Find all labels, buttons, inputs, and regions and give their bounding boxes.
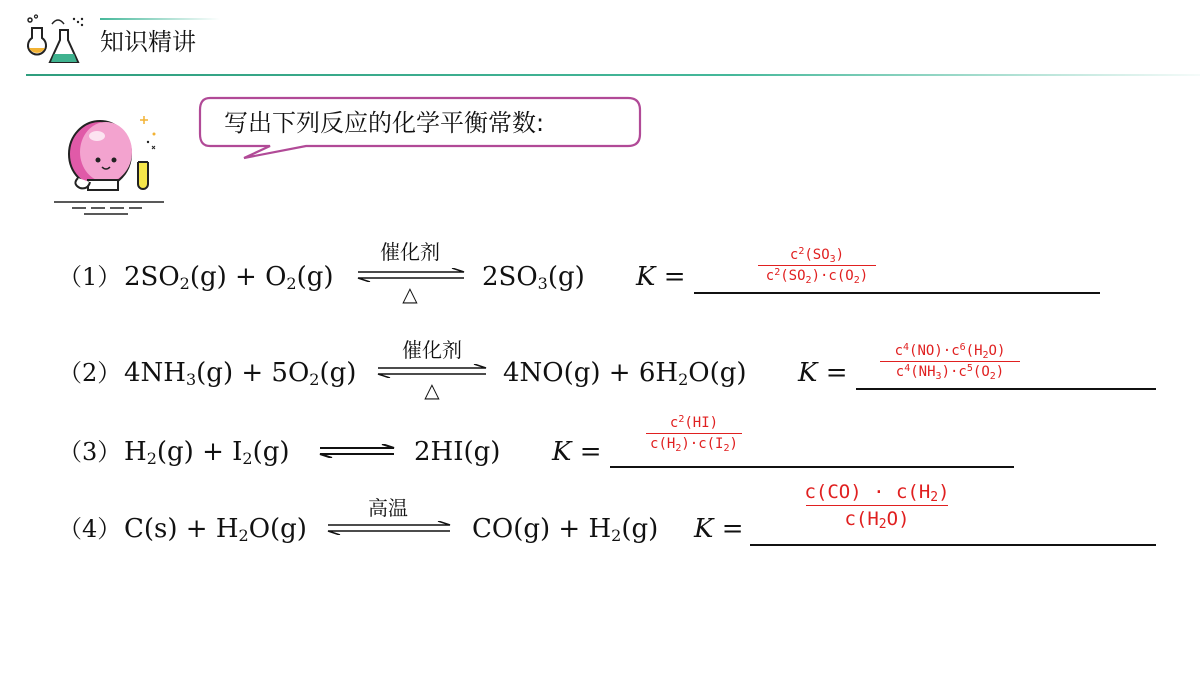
reaction-index: （3） bbox=[58, 438, 122, 466]
answer-fraction bbox=[646, 414, 742, 453]
k-label: K = bbox=[694, 514, 744, 544]
reaction-index: （2） bbox=[58, 359, 122, 387]
answer-denominator: $c^4(NH_3)\cdot c^5(O_2)$ bbox=[895, 363, 1005, 383]
answer-numerator: $c^4(NO)\cdot c^6(H_2O)$ bbox=[894, 342, 1006, 361]
reaction-right: $2SO_3(g)$ bbox=[482, 262, 585, 293]
header-divider bbox=[26, 74, 1200, 76]
reaction-row-1 bbox=[0, 257, 1200, 297]
reaction-left: $H_2(g) + I_2(g)$ bbox=[124, 437, 290, 468]
equilibrium-arrow bbox=[376, 364, 488, 378]
answer-blank-line bbox=[610, 466, 1014, 468]
chemistry-flask-icon bbox=[26, 14, 88, 66]
k-label: K = bbox=[552, 437, 602, 467]
answer-numerator: $c^2(HI)$ bbox=[669, 414, 719, 431]
equilibrium-arrow bbox=[318, 444, 396, 458]
answer-numerator: $c^2(SO_3)$ bbox=[789, 246, 845, 265]
answer-blank-line bbox=[750, 544, 1156, 546]
reaction-left: $2SO_2(g) + O_2(g)$ bbox=[124, 262, 334, 293]
condition-above: 催化剂 bbox=[380, 240, 440, 264]
reaction-row-3 bbox=[0, 432, 1200, 472]
condition-below: △ bbox=[424, 378, 440, 402]
flask-mascot-illustration bbox=[52, 110, 168, 222]
reaction-index: （1） bbox=[58, 263, 122, 291]
condition-above: 催化剂 bbox=[402, 338, 462, 362]
answer-fraction bbox=[880, 342, 1020, 381]
equilibrium-arrow bbox=[356, 268, 466, 282]
reaction-right: 2HI(g) bbox=[414, 437, 501, 467]
answer-denominator: $c^2(SO_2)\cdot c(O_2)$ bbox=[765, 267, 869, 287]
condition-above: 高温 bbox=[368, 496, 408, 520]
reaction-right: $4NO(g) + 6H_2O(g)$ bbox=[503, 358, 747, 389]
reaction-left: $C(s) + H_2O(g)$ bbox=[124, 514, 307, 545]
reaction-left: $4NH_3(g) + 5O_2(g)$ bbox=[124, 358, 357, 389]
answer-blank-line bbox=[694, 292, 1100, 294]
answer-blank-line bbox=[856, 388, 1156, 390]
bubble-prompt: 写出下列反应的化学平衡常数: bbox=[224, 109, 545, 137]
answer-numerator: $c(CO) \cdot c(H_2)$ bbox=[804, 481, 950, 505]
answer-denominator: $c(H_2)\cdot c(I_2)$ bbox=[650, 436, 738, 455]
header-top-accent bbox=[100, 18, 220, 20]
answer-fraction bbox=[806, 480, 948, 531]
reaction-right: $CO(g) + H_2(g)$ bbox=[472, 514, 659, 545]
reaction-index: （4） bbox=[58, 515, 122, 543]
k-label: K = bbox=[798, 358, 848, 388]
answer-fraction bbox=[758, 246, 876, 285]
reaction-row-2 bbox=[0, 353, 1200, 393]
page-title: 知识精讲 bbox=[100, 28, 196, 56]
answer-denominator: $c(H_2O)$ bbox=[844, 508, 910, 533]
k-label: K = bbox=[636, 262, 686, 292]
condition-below: △ bbox=[402, 282, 418, 306]
equilibrium-arrow bbox=[326, 521, 452, 535]
reaction-row-4 bbox=[0, 509, 1200, 549]
